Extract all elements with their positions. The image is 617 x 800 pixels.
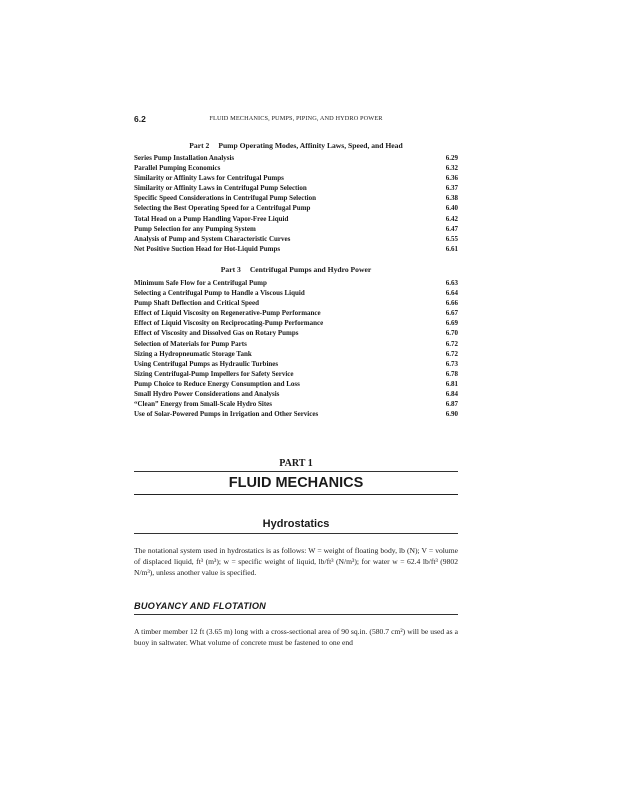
toc-entry-title: Effect of Viscosity and Dissolved Gas on Rotary Pumps — [134, 329, 299, 338]
part-label: PART 1 — [279, 458, 313, 469]
toc-entry-page: 6.38 — [445, 194, 458, 203]
toc-entry-title: Series Pump Installation Analysis — [134, 154, 235, 162]
toc-entry-page: 6.36 — [445, 174, 458, 183]
toc-entry — [134, 369, 458, 379]
toc-entry — [134, 153, 458, 163]
toc-entry-page: 6.29 — [445, 154, 458, 162]
toc-entry-page: 6.73 — [445, 359, 458, 368]
toc-entry-title: Analysis of Pump and System Characteristic Curves — [134, 234, 291, 243]
toc-entry-page: 6.72 — [445, 349, 458, 358]
toc-entry-title: Effect of Liquid Viscosity on Regenerative-Pump Performance — [134, 309, 321, 318]
toc-entry — [134, 298, 458, 308]
toc-entry-title: Similarity or Affinity Laws for Centrifugal Pumps — [134, 174, 284, 183]
toc-entry — [134, 244, 458, 254]
toc-entry-title: Specific Speed Considerations in Centrifugal Pump Selection — [134, 194, 317, 203]
toc-entry-page: 6.40 — [445, 204, 458, 213]
toc-part2-heading — [134, 141, 458, 150]
toc-entry — [134, 399, 458, 409]
toc-entry-page: 6.87 — [445, 400, 458, 409]
toc-entry-title: Parallel Pumping Economics — [134, 164, 221, 173]
toc-entry-page: 6.32 — [445, 164, 458, 173]
toc-entry — [134, 203, 458, 213]
toc-entry-title: Sizing Centrifugal-Pump Impellers for Safety Service — [134, 369, 294, 378]
toc-part2-title: Pump Operating Modes, Affinity Laws, Speed, and Head — [218, 141, 403, 150]
toc-entry — [134, 328, 458, 338]
toc-entry-title: Net Positive Suction Head for Hot-Liquid Pumps — [134, 244, 281, 253]
toc-entry-title: Use of Solar-Powered Pumps in Irrigation and Other Services — [134, 410, 319, 419]
toc-entry-title: Using Centrifugal Pumps as Hydraulic Turbines — [134, 359, 279, 368]
toc-entry-page: 6.61 — [445, 244, 458, 253]
subheading-rule — [134, 614, 458, 615]
toc-entry-page: 6.84 — [445, 390, 458, 399]
toc-entry-title: Minimum Safe Flow for a Centrifugal Pump — [134, 279, 267, 287]
toc-entry — [134, 234, 458, 244]
toc-entry-page: 6.63 — [445, 279, 458, 287]
toc-entry-page: 6.67 — [445, 309, 458, 318]
toc-entry — [134, 214, 458, 224]
toc-entry — [134, 224, 458, 234]
toc-entry — [134, 308, 458, 318]
toc-entry — [134, 278, 458, 288]
toc-entry — [134, 339, 458, 349]
toc-entry-page: 6.37 — [445, 184, 458, 193]
toc-entry-page: 6.66 — [445, 299, 458, 308]
part-title: FLUID MECHANICS — [228, 475, 364, 491]
toc-entry — [134, 318, 458, 328]
toc-entry-title: Small Hydro Power Considerations and Analysis — [134, 390, 280, 399]
toc-entry-title: Effect of Liquid Viscosity on Reciprocating-Pump Performance — [134, 319, 324, 328]
toc-entry-page: 6.70 — [445, 329, 458, 338]
toc-part3-title: Centrifugal Pumps and Hydro Power — [249, 265, 372, 274]
toc-entry-page: 6.72 — [445, 339, 458, 348]
toc-entry — [134, 193, 458, 203]
problem-paragraph: A timber member 12 ft (3.65 m) long with a cross-sectional area of 90 sq.in. (580.7 cm²) will be used as a buoy in saltwater. What volume of concrete must be fastened to one end — [134, 627, 458, 648]
toc-part3-heading — [134, 265, 458, 274]
toc-entry — [134, 173, 458, 183]
part-rule-bottom — [134, 494, 458, 495]
toc-entry — [134, 183, 458, 193]
toc-entry — [134, 163, 458, 173]
toc-entry-page: 6.90 — [445, 410, 458, 419]
toc-entry — [134, 288, 458, 298]
running-title: FLUID MECHANICS, PUMPS, PIPING, AND HYDRO POWER — [209, 115, 383, 122]
toc-entry-page: 6.78 — [445, 369, 458, 378]
toc-part3-list — [134, 278, 458, 419]
toc-entry-title: Total Head on a Pump Handling Vapor-Free Liquid — [134, 214, 289, 223]
toc-entry — [134, 389, 458, 399]
toc-entry-title: Pump Selection for any Pumping System — [134, 224, 256, 233]
toc-entry-page: 6.47 — [445, 224, 458, 233]
toc-entry — [134, 349, 458, 359]
intro-paragraph: The notational system used in hydrostatics is as follows: W = weight of floating body, lb (N); V = volume of displaced liquid, ft³ (m³); w = specific weight of liquid, lb/ft³ (N/m³); for water w = 62.4 lb/ft³ (9802 N/m³), unless another value is specified. — [134, 546, 458, 578]
section-rule — [134, 533, 458, 534]
toc-entry-page: 6.64 — [445, 289, 458, 298]
toc-entry-page: 6.69 — [445, 319, 458, 328]
toc-entry-title: Pump Choice to Reduce Energy Consumption and Loss — [134, 379, 300, 388]
toc-part2-list — [134, 153, 458, 254]
subheading: BUOYANCY AND FLOTATION — [134, 601, 266, 611]
toc-entry-page: 6.81 — [445, 379, 458, 388]
page-header — [134, 114, 458, 126]
toc-part2-label: Part 2 — [189, 141, 210, 150]
toc-entry-title: Selecting a Centrifugal Pump to Handle a Viscous Liquid — [134, 289, 305, 298]
toc-entry-title: Selecting the Best Operating Speed for a Centrifugal Pump — [134, 204, 311, 213]
toc-entry — [134, 409, 458, 419]
toc-entry-page: 6.42 — [445, 214, 458, 223]
page-number: 6.2 — [134, 114, 146, 124]
toc-entry-title: Pump Shaft Deflection and Critical Speed — [134, 299, 260, 308]
part-rule-top — [134, 471, 458, 472]
toc-entry-title: Similarity or Affinity Laws in Centrifugal Pump Selection — [134, 184, 307, 193]
toc-entry — [134, 359, 458, 369]
toc-entry-title: “Clean” Energy from Small-Scale Hydro Sites — [134, 400, 272, 409]
toc-part3-label: Part 3 — [220, 265, 241, 274]
toc-entry — [134, 379, 458, 389]
toc-entry-page: 6.55 — [445, 234, 458, 243]
section-title: Hydrostatics — [262, 518, 330, 530]
toc-entry-title: Selection of Materials for Pump Parts — [134, 339, 247, 348]
toc-entry-title: Sizing a Hydropneumatic Storage Tank — [134, 349, 252, 358]
